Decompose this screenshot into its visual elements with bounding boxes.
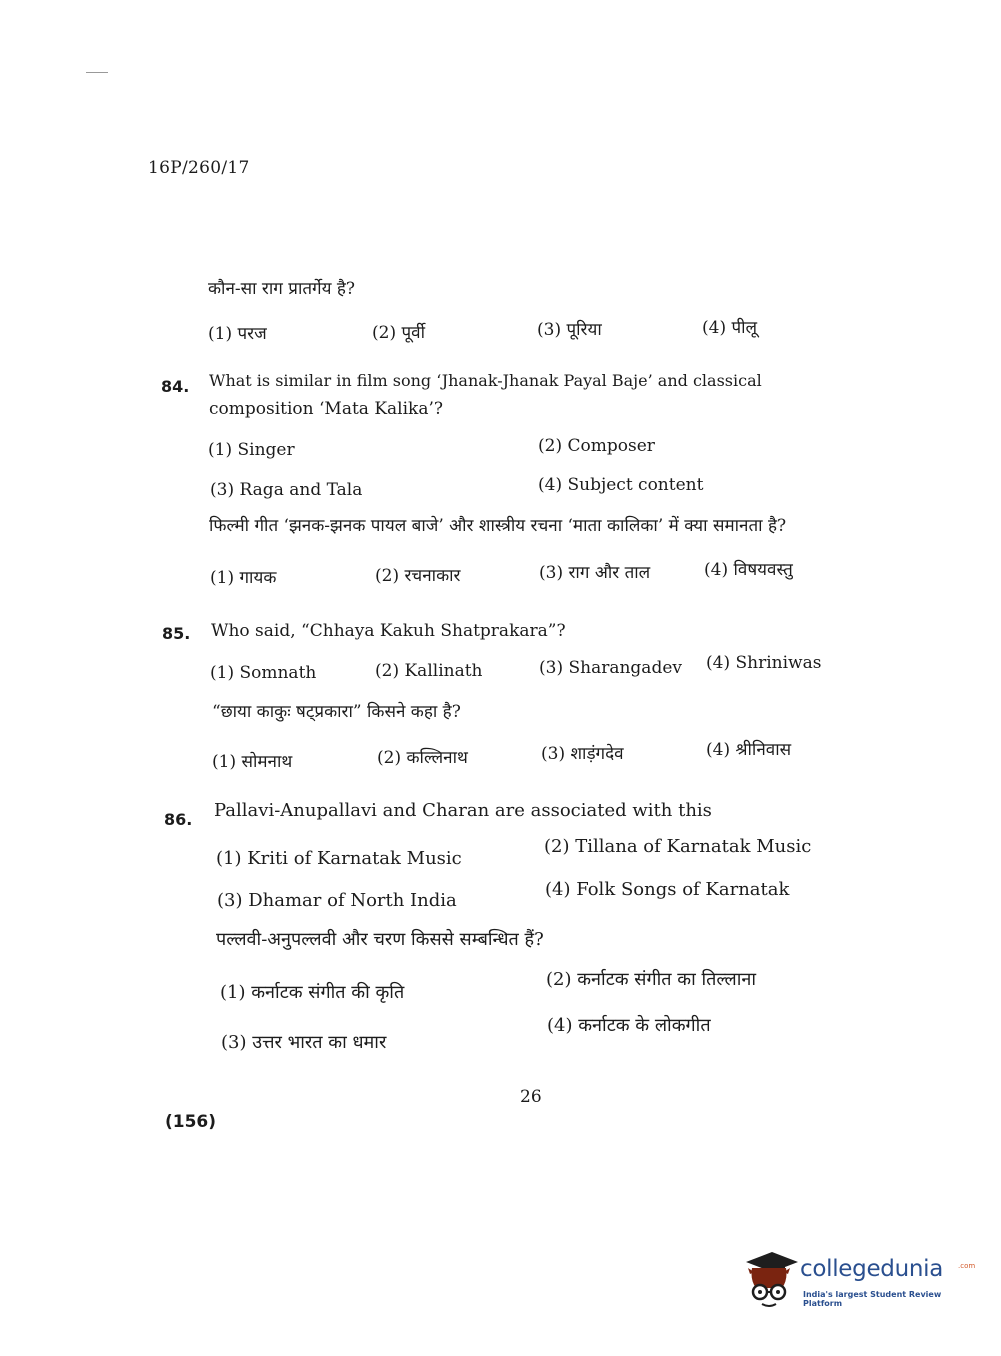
q83-hindi-question: कौन-सा राग प्रातर्गेय है?	[208, 279, 356, 299]
top-rule	[86, 72, 108, 73]
q86-option-1: (1) Kriti of Karnatak Music	[216, 848, 462, 869]
q84-option-3: (3) Raga and Tala	[210, 480, 363, 500]
q85-hindi-option-1: (1) सोमनाथ	[212, 752, 293, 772]
q84-option-1: (1) Singer	[208, 440, 295, 460]
q84-question-line2: composition ‘Mata Kalika’?	[209, 399, 443, 419]
page-number: 26	[520, 1087, 542, 1107]
brand-name: collegedunia	[800, 1256, 944, 1282]
q86-hindi-option-1: (1) कर्नाटक संगीत की कृति	[220, 982, 405, 1003]
q85-hindi-option-4: (4) श्रीनिवास	[706, 740, 792, 760]
q86-question: Pallavi-Anupallavi and Charan are associated with this	[214, 800, 712, 821]
q86-number: 86.	[164, 810, 193, 829]
q84-hindi-question: फिल्मी गीत ‘झनक-झनक पायल बाजे’ और शास्त्रीय रचना ‘माता कालिका’ में क्या समानता है?	[209, 516, 787, 536]
q86-hindi-option-3: (3) उत्तर भारत का धमार	[221, 1032, 387, 1053]
q83-hindi-option-2: (2) पूर्वी	[372, 323, 425, 343]
q86-option-4: (4) Folk Songs of Karnatak	[545, 879, 790, 900]
q86-option-2: (2) Tillana of Karnatak Music	[544, 836, 812, 857]
collegedunia-watermark	[742, 1250, 976, 1310]
q84-question-line1: What is similar in film song ‘Jhanak-Jhanak Payal Baje’ and classical	[209, 371, 762, 390]
q85-number: 85.	[162, 624, 191, 643]
q86-hindi-question: पल्लवी-अनुपल्लवी और चरण किससे सम्बन्धित हैं?	[216, 929, 544, 950]
q85-hindi-question: “छाया काकुः षट्प्रकारा” किसने कहा है?	[212, 702, 461, 722]
q84-hindi-option-3: (3) राग और ताल	[539, 563, 651, 583]
mascot-logo-icon	[742, 1250, 798, 1310]
q84-hindi-option-2: (2) रचनाकार	[375, 566, 461, 586]
q83-hindi-option-1: (1) परज	[208, 324, 267, 344]
q84-hindi-option-1: (1) गायक	[210, 568, 277, 588]
q85-hindi-option-2: (2) कल्लिनाथ	[377, 748, 468, 768]
q86-hindi-option-4: (4) कर्नाटक के लोकगीत	[547, 1015, 711, 1036]
q84-hindi-option-4: (4) विषयवस्तु	[704, 560, 793, 580]
q84-number: 84.	[161, 377, 190, 396]
brand-tagline: India's largest Student Review Platform	[803, 1290, 942, 1308]
q85-hindi-option-3: (3) शाड़ंगदेव	[541, 744, 624, 764]
q85-option-3: (3) Sharangadev	[539, 658, 682, 678]
q86-hindi-option-2: (2) कर्नाटक संगीत का तिल्लाना	[546, 969, 757, 990]
q85-option-1: (1) Somnath	[210, 663, 317, 683]
q85-option-4: (4) Shriniwas	[706, 653, 822, 673]
q84-option-4: (4) Subject content	[538, 475, 704, 495]
q83-hindi-option-4: (4) पीलू	[702, 318, 758, 338]
q85-question: Who said, “Chhaya Kakuh Shatprakara”?	[211, 621, 566, 641]
paper-code-header: 16P/260/17	[148, 158, 250, 178]
paper-code-footer: (156)	[165, 1112, 217, 1132]
q85-option-2: (2) Kallinath	[375, 661, 483, 681]
q86-option-3: (3) Dhamar of North India	[217, 890, 457, 911]
q83-hindi-option-3: (3) पूरिया	[537, 320, 602, 340]
brand-suffix: .com	[958, 1262, 976, 1270]
q84-option-2: (2) Composer	[538, 436, 655, 456]
